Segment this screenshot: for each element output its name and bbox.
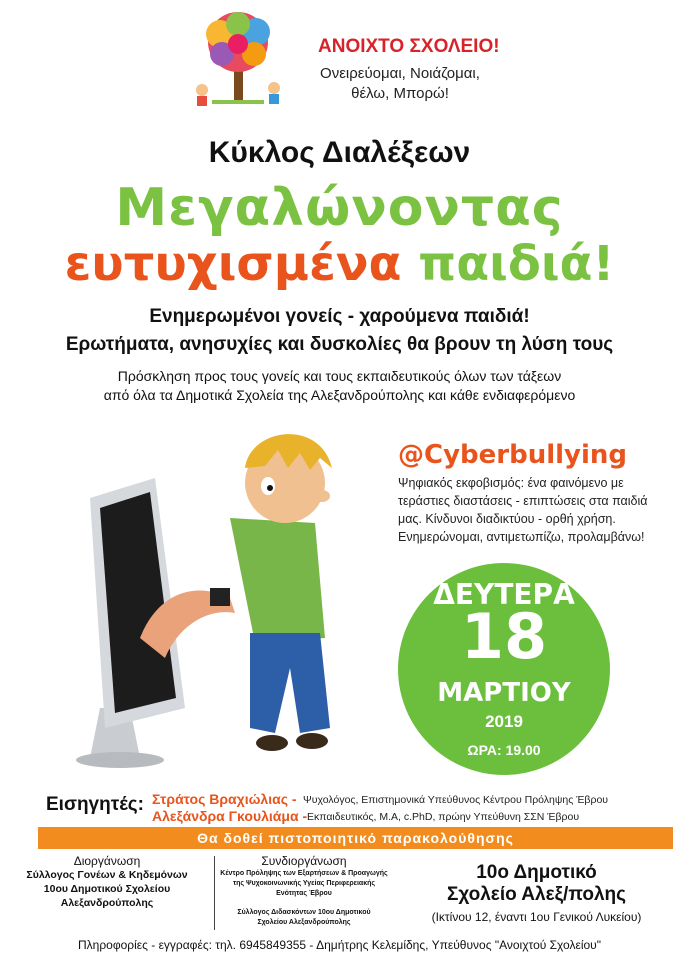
co-organizer-2 <box>214 908 394 928</box>
organizer-line: Σύλλογος Γονέων & Κηδεμόνων <box>26 869 188 881</box>
topic-description <box>398 474 668 546</box>
venue-line: Σχολείο Αλεξ/πολης <box>446 884 627 905</box>
co-organizer-1 <box>214 869 394 899</box>
event-day: ΔΕΥΤΕΡΑ <box>433 578 575 611</box>
invitation-text <box>0 367 679 405</box>
speaker2-name: Αλεξάνδρα Γκουλιάμα - <box>152 808 308 824</box>
series-title: Κύκλος Διαλέξεων <box>208 136 471 169</box>
event-month: ΜΑΡΤΙΟΥ <box>437 678 571 708</box>
co-organizer-line: της Ψυχοκοινωνικής Υγείας Περιφερειακής <box>232 880 376 887</box>
speaker2-role: Εκπαιδευτικός, Μ.Α, c.PhD, πρώην Υπεύθυνη ΣΣΝ Έβρου <box>307 811 580 823</box>
topic-line: τεράστιες διαστάσεις - επιπτώσεις στα παιδιά <box>398 494 648 508</box>
venue-line: 10ο Δημοτικό <box>476 862 597 883</box>
headline-green-word: παιδιά! <box>418 236 615 292</box>
headline-line1: Μεγαλώνοντας <box>115 178 564 238</box>
venue-name <box>394 862 679 906</box>
contact-info: Πληροφορίες - εγγραφές: τηλ. 6945849355 - Δημήτρης Κελεμίδης, Υπεύθυνος "Ανοιχτού Σχολείου" <box>77 938 601 952</box>
speaker1-role: Ψυχολόγος, Επιστημονικά Υπεύθυνος Κέντρου Πρόληψης Έβρου <box>303 794 609 806</box>
speaker1-name: Στράτος Βραχιώλιας - <box>152 791 297 807</box>
certificate-banner: Θα δοθεί πιστοποιητικό παρακολούθησης <box>38 827 673 849</box>
program-slogan <box>300 64 500 104</box>
organizer-line: Αλεξανδρούπολης <box>60 897 154 909</box>
venue-address: (Ικτίνου 12, έναντι 1ου Γενικού Λυκείου) <box>431 910 642 924</box>
subtitle-line1: Ενημερωμένοι γονείς - χαρούμενα παιδιά! <box>149 306 530 327</box>
program-title: ΑΝΟΙΧΤΟ ΣΧΟΛΕΙΟ! <box>318 36 500 57</box>
topic-line: Ενημερώνομαι, αντιμετωπίζω, προλαμβάνω! <box>398 530 645 544</box>
co-organizer-line: Κέντρο Πρόληψης των Εξαρτήσεων & Προαγωγής <box>220 870 388 877</box>
co-organizer-line: Ενότητας Έβρου <box>276 890 332 897</box>
topic-line: Ψηφιακός εκφοβισμός: ένα φαινόμενο με <box>398 476 624 490</box>
topic-title: @Cyberbullying <box>398 440 628 470</box>
co-organizer-label: Συνδιοργάνωση <box>261 854 347 868</box>
co-organizer-line: Σύλλογος Διδασκόντων 10ου Δημοτικού <box>237 909 371 916</box>
slogan-line: Ονειρεύομαι, Νοιάζομαι, <box>320 65 480 82</box>
subtitle-line2: Ερωτήματα, ανησυχίες και δυσκολίες θα βρουν τη λύση τους <box>65 334 614 355</box>
headline-orange-word: ευτυχισμένα <box>64 236 402 292</box>
organizer-line: 10ου Δημοτικού Σχολείου <box>43 883 171 895</box>
slogan-line: θέλω, Μπορώ! <box>351 85 449 102</box>
open-school-tree-logo <box>182 8 294 108</box>
event-date: 18 <box>460 600 548 673</box>
speakers-label: Εισηγητές: <box>46 794 144 815</box>
organizer-name <box>0 868 214 910</box>
invitation-line: από όλα τα Δημοτικά Σχολεία της Αλεξανδρούπολης και κάθε ενδιαφερόμενο <box>103 387 576 403</box>
event-time: ΩΡΑ: 19.00 <box>467 742 541 758</box>
organizer-label: Διοργάνωση <box>73 854 141 868</box>
event-year: 2019 <box>485 712 523 731</box>
co-organizer-line: Σχολείου Αλεξανδρούπολης <box>257 919 351 926</box>
invitation-line: Πρόσκληση προς τους γονείς και τους εκπαιδευτικούς όλων των τάξεων <box>117 368 562 384</box>
topic-line: μας. Κίνδυνοι διαδικτύου - ορθή χρήση. <box>398 512 616 526</box>
cyberbullying-illustration <box>60 408 400 788</box>
headline-line2 <box>0 236 679 292</box>
